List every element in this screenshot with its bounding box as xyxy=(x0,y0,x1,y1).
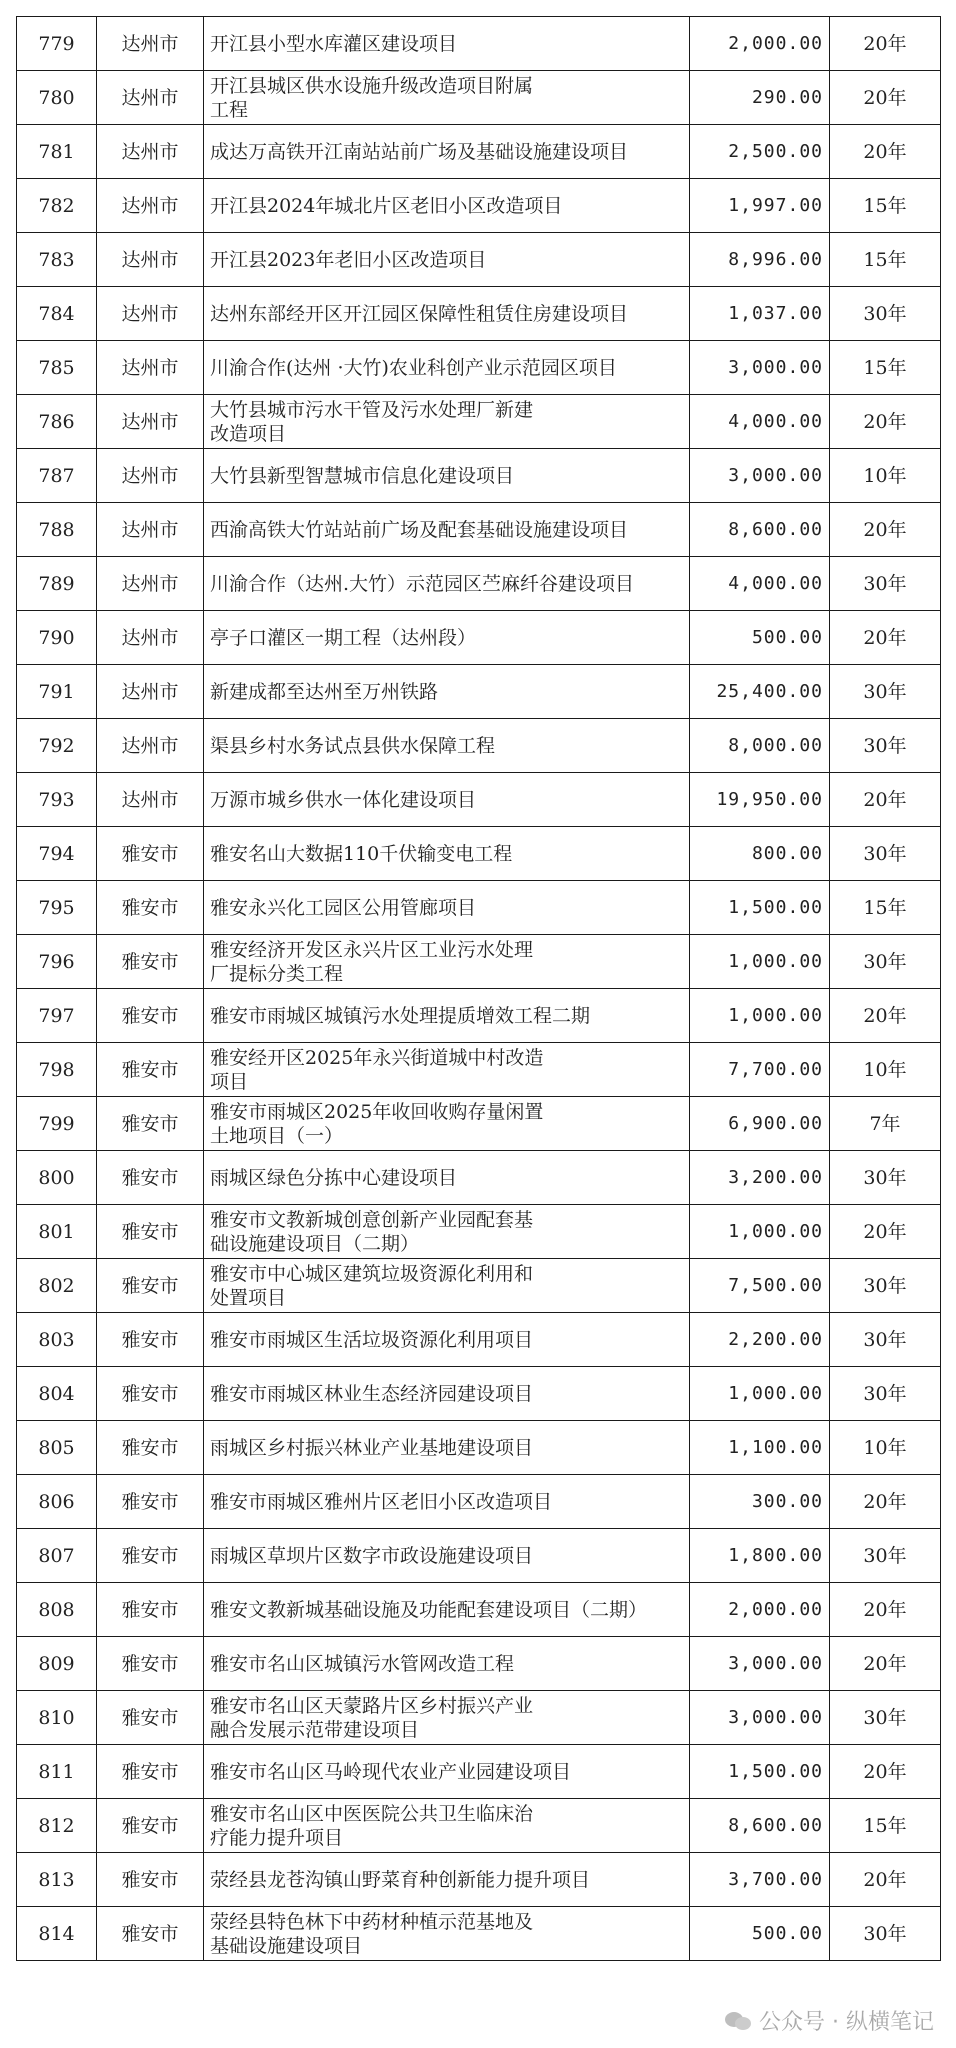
row-city: 雅安市 xyxy=(97,1367,204,1421)
row-amount: 2,000.00 xyxy=(690,1583,830,1637)
row-term: 20年 xyxy=(830,989,941,1043)
row-term: 30年 xyxy=(830,1259,941,1313)
row-number: 806 xyxy=(17,1475,97,1529)
row-number: 790 xyxy=(17,611,97,665)
row-city: 雅安市 xyxy=(97,1205,204,1259)
row-city: 雅安市 xyxy=(97,1637,204,1691)
row-term: 30年 xyxy=(830,1691,941,1745)
row-project-name: 雅安市文教新城创意创新产业园配套基 础设施建设项目（二期） xyxy=(204,1205,690,1259)
row-amount: 1,100.00 xyxy=(690,1421,830,1475)
row-project-name: 川渝合作(达州 ·大竹)农业科创产业示范园区项目 xyxy=(204,341,690,395)
row-number: 814 xyxy=(17,1907,97,1961)
row-project-name: 开江县2024年城北片区老旧小区改造项目 xyxy=(204,179,690,233)
row-term: 15年 xyxy=(830,341,941,395)
project-table xyxy=(16,16,941,1961)
row-number: 797 xyxy=(17,989,97,1043)
row-term: 20年 xyxy=(830,1637,941,1691)
row-project-name: 雅安市雨城区城镇污水处理提质增效工程二期 xyxy=(204,989,690,1043)
row-number: 785 xyxy=(17,341,97,395)
row-term: 10年 xyxy=(830,449,941,503)
row-amount: 1,037.00 xyxy=(690,287,830,341)
row-project-name: 雅安市名山区天蒙路片区乡村振兴产业 融合发展示范带建设项目 xyxy=(204,1691,690,1745)
table-row xyxy=(17,341,941,395)
row-number: 791 xyxy=(17,665,97,719)
table-row xyxy=(17,1583,941,1637)
row-amount: 3,700.00 xyxy=(690,1853,830,1907)
row-project-name: 雅安市名山区中医医院公共卫生临床治 疗能力提升项目 xyxy=(204,1799,690,1853)
row-city: 达州市 xyxy=(97,341,204,395)
row-number: 801 xyxy=(17,1205,97,1259)
row-term: 10年 xyxy=(830,1043,941,1097)
row-term: 15年 xyxy=(830,179,941,233)
table-row xyxy=(17,233,941,287)
table-row xyxy=(17,1637,941,1691)
table-row xyxy=(17,1097,941,1151)
row-number: 794 xyxy=(17,827,97,881)
row-amount: 3,000.00 xyxy=(690,1637,830,1691)
row-term: 30年 xyxy=(830,827,941,881)
table-row xyxy=(17,557,941,611)
row-amount: 19,950.00 xyxy=(690,773,830,827)
table-row xyxy=(17,1691,941,1745)
row-term: 30年 xyxy=(830,557,941,611)
row-project-name: 雅安文教新城基础设施及功能配套建设项目（二期） xyxy=(204,1583,690,1637)
row-city: 雅安市 xyxy=(97,1421,204,1475)
row-amount: 2,500.00 xyxy=(690,125,830,179)
row-number: 792 xyxy=(17,719,97,773)
row-amount: 4,000.00 xyxy=(690,395,830,449)
row-amount: 8,600.00 xyxy=(690,1799,830,1853)
row-project-name: 川渝合作（达州.大竹）示范园区苎麻纤谷建设项目 xyxy=(204,557,690,611)
row-term: 20年 xyxy=(830,71,941,125)
row-project-name: 开江县2023年老旧小区改造项目 xyxy=(204,233,690,287)
row-city: 雅安市 xyxy=(97,1043,204,1097)
table-row xyxy=(17,1205,941,1259)
row-city: 雅安市 xyxy=(97,1853,204,1907)
row-project-name: 成达万高铁开江南站站前广场及基础设施建设项目 xyxy=(204,125,690,179)
row-project-name: 雅安市名山区马岭现代农业产业园建设项目 xyxy=(204,1745,690,1799)
table-row xyxy=(17,935,941,989)
table-row xyxy=(17,179,941,233)
row-number: 789 xyxy=(17,557,97,611)
table-row xyxy=(17,719,941,773)
row-term: 30年 xyxy=(830,1907,941,1961)
row-number: 788 xyxy=(17,503,97,557)
row-number: 782 xyxy=(17,179,97,233)
row-amount: 3,000.00 xyxy=(690,341,830,395)
row-term: 20年 xyxy=(830,1745,941,1799)
row-project-name: 雨城区草坝片区数字市政设施建设项目 xyxy=(204,1529,690,1583)
row-number: 803 xyxy=(17,1313,97,1367)
row-number: 807 xyxy=(17,1529,97,1583)
row-amount: 7,500.00 xyxy=(690,1259,830,1313)
row-project-name: 亭子口灌区一期工程（达州段） xyxy=(204,611,690,665)
row-term: 30年 xyxy=(830,719,941,773)
table-row xyxy=(17,71,941,125)
row-amount: 4,000.00 xyxy=(690,557,830,611)
table-row xyxy=(17,611,941,665)
row-project-name: 新建成都至达州至万州铁路 xyxy=(204,665,690,719)
row-amount: 8,600.00 xyxy=(690,503,830,557)
row-term: 20年 xyxy=(830,125,941,179)
table-row xyxy=(17,449,941,503)
table-row xyxy=(17,827,941,881)
row-city: 达州市 xyxy=(97,773,204,827)
row-amount: 2,000.00 xyxy=(690,17,830,71)
row-city: 达州市 xyxy=(97,179,204,233)
watermark-text: 公众号 · 纵横笔记 xyxy=(759,2010,934,2035)
row-number: 795 xyxy=(17,881,97,935)
table-row xyxy=(17,1151,941,1205)
row-city: 雅安市 xyxy=(97,1097,204,1151)
row-amount: 7,700.00 xyxy=(690,1043,830,1097)
row-project-name: 雅安市雨城区林业生态经济园建设项目 xyxy=(204,1367,690,1421)
row-project-name: 雅安市中心城区建筑垃圾资源化利用和 处置项目 xyxy=(204,1259,690,1313)
watermark xyxy=(725,2005,934,2036)
row-amount: 500.00 xyxy=(690,611,830,665)
table-row xyxy=(17,1421,941,1475)
row-city: 雅安市 xyxy=(97,1313,204,1367)
row-number: 813 xyxy=(17,1853,97,1907)
row-amount: 290.00 xyxy=(690,71,830,125)
row-city: 雅安市 xyxy=(97,1907,204,1961)
row-city: 雅安市 xyxy=(97,1475,204,1529)
row-city: 达州市 xyxy=(97,71,204,125)
row-number: 780 xyxy=(17,71,97,125)
row-amount: 8,996.00 xyxy=(690,233,830,287)
row-term: 30年 xyxy=(830,665,941,719)
row-project-name: 雅安经开区2025年永兴街道城中村改造 项目 xyxy=(204,1043,690,1097)
row-project-name: 开江县小型水库灌区建设项目 xyxy=(204,17,690,71)
row-number: 809 xyxy=(17,1637,97,1691)
row-project-name: 雅安市雨城区雅州片区老旧小区改造项目 xyxy=(204,1475,690,1529)
row-term: 20年 xyxy=(830,1583,941,1637)
table-row xyxy=(17,503,941,557)
table-row xyxy=(17,1475,941,1529)
row-number: 802 xyxy=(17,1259,97,1313)
row-project-name: 雅安市雨城区生活垃圾资源化利用项目 xyxy=(204,1313,690,1367)
row-term: 30年 xyxy=(830,1313,941,1367)
row-term: 10年 xyxy=(830,1421,941,1475)
row-amount: 2,200.00 xyxy=(690,1313,830,1367)
row-project-name: 大竹县城市污水干管及污水处理厂新建 改造项目 xyxy=(204,395,690,449)
row-amount: 3,000.00 xyxy=(690,449,830,503)
row-project-name: 雅安永兴化工园区公用管廊项目 xyxy=(204,881,690,935)
row-project-name: 雅安市雨城区2025年收回收购存量闲置 土地项目（一） xyxy=(204,1097,690,1151)
table-row xyxy=(17,287,941,341)
row-city: 达州市 xyxy=(97,449,204,503)
row-term: 7年 xyxy=(830,1097,941,1151)
row-city: 达州市 xyxy=(97,611,204,665)
row-project-name: 荥经县龙苍沟镇山野菜育种创新能力提升项目 xyxy=(204,1853,690,1907)
row-term: 30年 xyxy=(830,287,941,341)
table-row xyxy=(17,1259,941,1313)
row-city: 雅安市 xyxy=(97,1151,204,1205)
table-row xyxy=(17,1313,941,1367)
row-city: 雅安市 xyxy=(97,1529,204,1583)
row-project-name: 雅安经济开发区永兴片区工业污水处理 厂提标分类工程 xyxy=(204,935,690,989)
row-amount: 3,200.00 xyxy=(690,1151,830,1205)
row-term: 30年 xyxy=(830,1151,941,1205)
row-project-name: 雅安市名山区城镇污水管网改造工程 xyxy=(204,1637,690,1691)
row-project-name: 渠县乡村水务试点县供水保障工程 xyxy=(204,719,690,773)
row-amount: 1,000.00 xyxy=(690,1367,830,1421)
project-table-container xyxy=(16,16,940,1961)
row-city: 雅安市 xyxy=(97,1691,204,1745)
row-number: 796 xyxy=(17,935,97,989)
row-amount: 1,800.00 xyxy=(690,1529,830,1583)
row-city: 达州市 xyxy=(97,503,204,557)
row-number: 793 xyxy=(17,773,97,827)
row-project-name: 荥经县特色林下中药材种植示范基地及 基础设施建设项目 xyxy=(204,1907,690,1961)
row-project-name: 达州东部经开区开江园区保障性租赁住房建设项目 xyxy=(204,287,690,341)
row-project-name: 西渝高铁大竹站站前广场及配套基础设施建设项目 xyxy=(204,503,690,557)
row-number: 781 xyxy=(17,125,97,179)
row-amount: 1,997.00 xyxy=(690,179,830,233)
table-row xyxy=(17,773,941,827)
row-city: 达州市 xyxy=(97,233,204,287)
row-city: 达州市 xyxy=(97,17,204,71)
row-number: 811 xyxy=(17,1745,97,1799)
table-row xyxy=(17,1799,941,1853)
table-row xyxy=(17,1907,941,1961)
row-city: 达州市 xyxy=(97,719,204,773)
table-row xyxy=(17,1367,941,1421)
row-amount: 1,500.00 xyxy=(690,1745,830,1799)
row-project-name: 开江县城区供水设施升级改造项目附属 工程 xyxy=(204,71,690,125)
row-term: 15年 xyxy=(830,1799,941,1853)
row-number: 805 xyxy=(17,1421,97,1475)
row-number: 798 xyxy=(17,1043,97,1097)
row-city: 达州市 xyxy=(97,287,204,341)
row-term: 30年 xyxy=(830,1529,941,1583)
row-term: 30年 xyxy=(830,1367,941,1421)
row-project-name: 雨城区乡村振兴林业产业基地建设项目 xyxy=(204,1421,690,1475)
row-amount: 1,000.00 xyxy=(690,935,830,989)
row-number: 812 xyxy=(17,1799,97,1853)
row-amount: 800.00 xyxy=(690,827,830,881)
row-term: 20年 xyxy=(830,1853,941,1907)
row-project-name: 雅安名山大数据110千伏输变电工程 xyxy=(204,827,690,881)
row-amount: 1,500.00 xyxy=(690,881,830,935)
row-city: 达州市 xyxy=(97,395,204,449)
row-number: 787 xyxy=(17,449,97,503)
row-term: 20年 xyxy=(830,503,941,557)
row-city: 雅安市 xyxy=(97,1583,204,1637)
row-term: 30年 xyxy=(830,935,941,989)
table-row xyxy=(17,1529,941,1583)
row-project-name: 万源市城乡供水一体化建设项目 xyxy=(204,773,690,827)
project-table-body xyxy=(17,17,941,1961)
row-city: 雅安市 xyxy=(97,881,204,935)
row-project-name: 大竹县新型智慧城市信息化建设项目 xyxy=(204,449,690,503)
row-term: 20年 xyxy=(830,17,941,71)
row-amount: 3,000.00 xyxy=(690,1691,830,1745)
row-number: 810 xyxy=(17,1691,97,1745)
row-term: 20年 xyxy=(830,395,941,449)
row-city: 达州市 xyxy=(97,665,204,719)
wechat-icon xyxy=(725,2010,753,2032)
row-city: 雅安市 xyxy=(97,827,204,881)
row-amount: 8,000.00 xyxy=(690,719,830,773)
row-number: 804 xyxy=(17,1367,97,1421)
table-row xyxy=(17,989,941,1043)
row-amount: 6,900.00 xyxy=(690,1097,830,1151)
row-city: 雅安市 xyxy=(97,1799,204,1853)
row-number: 786 xyxy=(17,395,97,449)
row-amount: 500.00 xyxy=(690,1907,830,1961)
row-number: 783 xyxy=(17,233,97,287)
row-city: 雅安市 xyxy=(97,989,204,1043)
row-number: 800 xyxy=(17,1151,97,1205)
row-city: 雅安市 xyxy=(97,935,204,989)
table-row xyxy=(17,17,941,71)
row-term: 20年 xyxy=(830,1475,941,1529)
row-amount: 1,000.00 xyxy=(690,1205,830,1259)
row-city: 达州市 xyxy=(97,125,204,179)
row-number: 808 xyxy=(17,1583,97,1637)
table-row xyxy=(17,1745,941,1799)
row-number: 784 xyxy=(17,287,97,341)
row-term: 15年 xyxy=(830,881,941,935)
table-row xyxy=(17,1853,941,1907)
row-amount: 300.00 xyxy=(690,1475,830,1529)
table-row xyxy=(17,395,941,449)
row-amount: 25,400.00 xyxy=(690,665,830,719)
table-row xyxy=(17,881,941,935)
row-number: 799 xyxy=(17,1097,97,1151)
row-term: 15年 xyxy=(830,233,941,287)
table-row xyxy=(17,665,941,719)
row-term: 20年 xyxy=(830,773,941,827)
row-term: 20年 xyxy=(830,1205,941,1259)
row-city: 雅安市 xyxy=(97,1259,204,1313)
row-number: 779 xyxy=(17,17,97,71)
row-city: 达州市 xyxy=(97,557,204,611)
table-row xyxy=(17,1043,941,1097)
row-project-name: 雨城区绿色分拣中心建设项目 xyxy=(204,1151,690,1205)
table-row xyxy=(17,125,941,179)
row-amount: 1,000.00 xyxy=(690,989,830,1043)
row-term: 20年 xyxy=(830,611,941,665)
row-city: 雅安市 xyxy=(97,1745,204,1799)
